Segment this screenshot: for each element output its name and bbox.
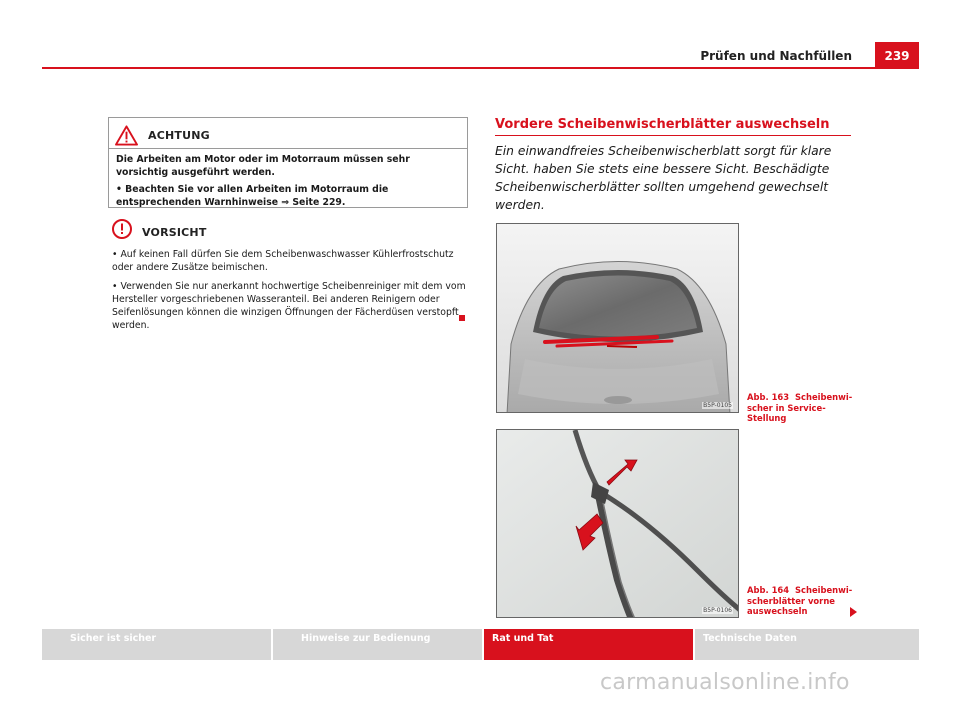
- warning-triangle-icon: [115, 125, 138, 146]
- section-title-rule: [495, 135, 851, 136]
- warning-paragraph: Die Arbeiten am Motor oder im Motorraum müssen sehr vorsichtig ausgeführt werden.: [116, 154, 410, 178]
- header-divider: [42, 67, 919, 69]
- figure-caption-number: Abb. 163: [747, 392, 790, 402]
- continue-arrow-icon: [850, 607, 857, 617]
- caution-exclamation-icon: [112, 219, 132, 239]
- figure-code: B5P-0105: [703, 402, 732, 409]
- car-windshield-illustration: [497, 224, 739, 413]
- figure-caption-number: Abb. 164: [747, 585, 790, 595]
- page-number: 239: [875, 42, 919, 68]
- warning-paragraph: • Beachten Sie vor allen Arbeiten im Motorraum die entsprechenden Warnhinweise ⇒ Seite 229.: [116, 184, 389, 208]
- warning-text: [116, 153, 464, 213]
- tab-hinweise-zur-bedienung[interactable]: Hinweise zur Bedienung: [273, 629, 482, 660]
- warning-divider: [109, 148, 467, 149]
- figure-caption: [747, 585, 857, 617]
- figure-caption-text: Scheibenwischerblätter vorne auswechseln: [747, 585, 853, 616]
- page-header-title: Prüfen und Nachfüllen: [700, 49, 852, 63]
- section-intro: Ein einwandfreies Scheibenwischerblatt sorgt für klare Sicht. haben Sie stets eine bessere Sicht. Beschädigte Scheibenwischerblätter sollten umgehend gewechselt werden.: [495, 144, 832, 212]
- tab-sicher-ist-sicher[interactable]: Sicher ist sicher: [42, 629, 271, 660]
- wiper-blade-illustration: [497, 430, 739, 618]
- chapter-tabs: [42, 629, 919, 660]
- section-end-marker: [459, 315, 465, 321]
- caution-paragraph: • Verwenden Sie nur anerkannt hochwertige Scheibenreiniger mit dem vom Hersteller vorgeschriebenen Wasseranteil. Bei anderen Reinigern oder Seifenlösungen können die winzigen Öffnungen der Fächerdüsen verstopft werden.: [112, 280, 466, 332]
- caution-header: [112, 219, 207, 239]
- warning-title: ACHTUNG: [148, 129, 210, 142]
- caution-text: [112, 248, 468, 338]
- caution-title: VORSICHT: [142, 225, 207, 239]
- caution-paragraph: • Auf keinen Fall dürfen Sie dem Scheibenwaschwasser Kühlerfrostschutz oder andere Zusätze beimischen.: [112, 249, 454, 274]
- warning-box: [108, 117, 468, 208]
- figure-caption: [747, 392, 857, 424]
- figure-wiper-service-position: [496, 223, 739, 413]
- tab-technische-daten[interactable]: Technische Daten: [695, 629, 919, 660]
- figure-code: B5P-0106: [703, 607, 732, 614]
- warning-header: [115, 125, 210, 146]
- section-title: Vordere Scheibenwischerblätter auswechseln: [495, 117, 830, 132]
- watermark: carmanualsonline.info: [600, 670, 850, 695]
- tab-rat-und-tat[interactable]: Rat und Tat: [484, 629, 693, 660]
- figure-wiper-blade-replace: [496, 429, 739, 618]
- figure-caption-text: Scheibenwischer in Service-Stellung: [747, 392, 853, 423]
